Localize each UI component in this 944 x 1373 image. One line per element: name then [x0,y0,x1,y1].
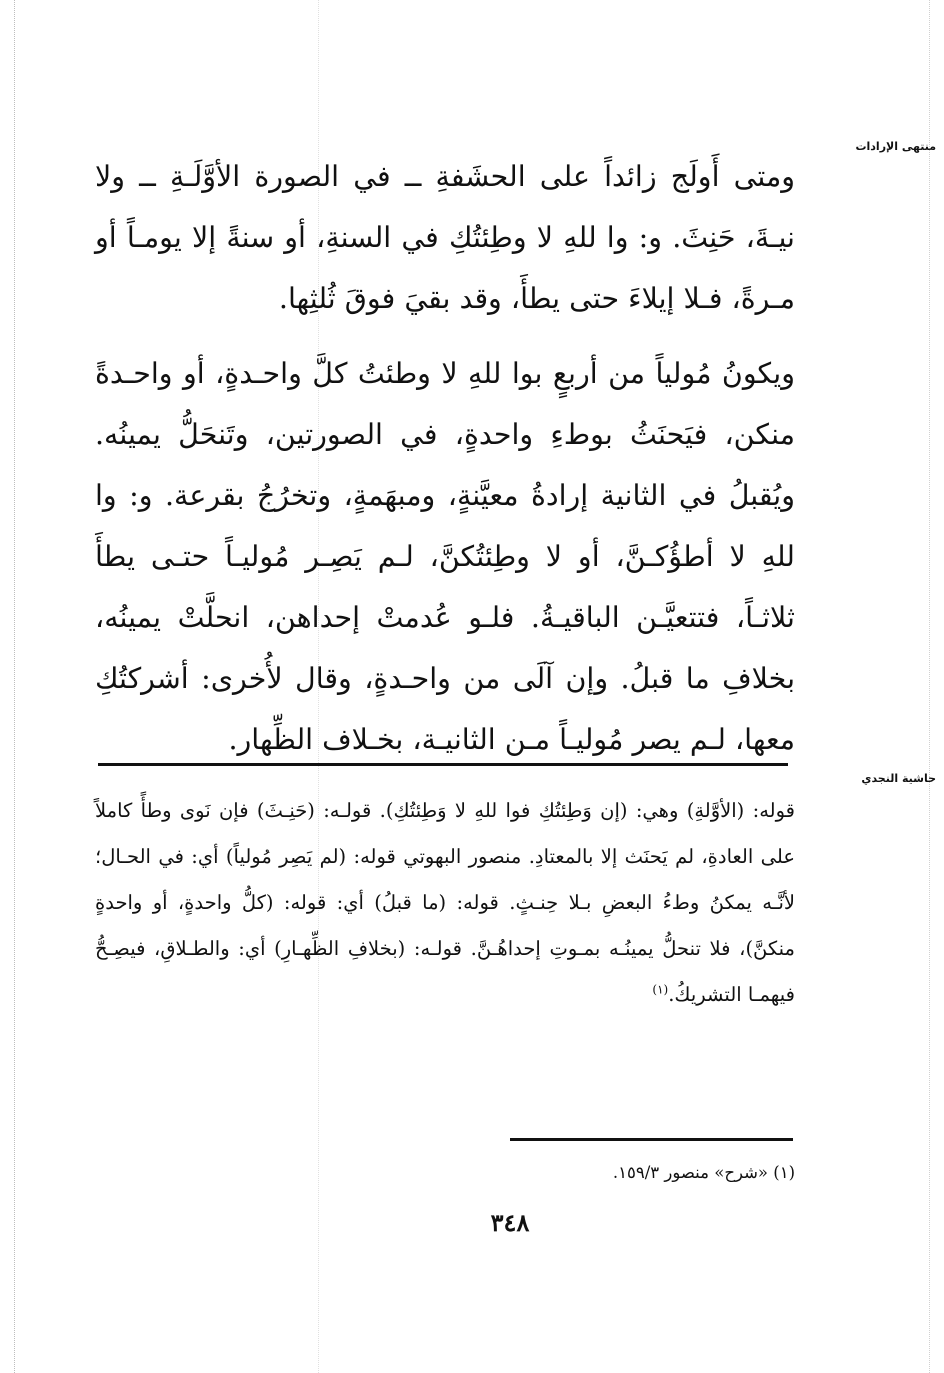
scan-margin-dots [14,0,15,1373]
main-text [95,146,795,770]
main-paragraph-1: ومتى أَولَج زائداً على الحشَفةِ ــ في الصورة الأوَّلَـةِ ــ ولا نيـةَ، حَنِثَ. و: وا للهِ لا وطِئتُكِ في السنةِ، أو سنةً إلا يومـاً أو مـرةً، فـلا إيلاءَ حتى يطأَ، وقد بقيَ فوقَ ثُلثِها. [95,160,795,315]
commentary-text [95,788,795,1018]
commentary-paragraph [95,788,795,1018]
page-number: ٣٤٨ [490,1208,530,1237]
book-title-label: منتهى الإرادات [855,140,936,153]
footnote-rule [510,1138,793,1141]
footnote-reference: (١) [652,982,669,997]
commentary-title-label: حاشية النجدي [861,772,936,785]
scan-margin-dots [929,0,930,1373]
main-paragraph-2: ويكونُ مُولياً من أربعٍ بوا للهِ لا وطئتُ كلَّ واحـدةٍ، أو واحـدةً منكن، فيَحنَثُ بوطءِ واحدةٍ، في الصورتين، وتَنحَلُّ يمينُه. ويُقبلُ في الثانية إرادةُ معيَّنةٍ، ومبهَمةٍ، وتخرُجُ بقرعة. و: وا للهِ لا أطؤُكـنَّ، أو لا وطِئتُكنَّ، لـم يَصِـر مُوليـاً حتـى يطأَ ثلاثـاً، فتتعيَّـن الباقيـةُ. فلـو عُدمتْ إحداهن، انحلَّتْ يمينُه، بخلافِ ما قبلُ. وإن آلَى من واحـدةٍ، وقال لأُخرى: أشركتُكِ معها، لـم يصر مُوليـاً مـن الثانيـة، بخـلاف الظِّهار. [95,357,795,756]
section-separator [98,763,788,766]
commentary-body: قوله: (الأوَّلةِ) وهي: (إن وَطِئتُكِ فوا للهِ لا وَطِئتُكِ). قولـه: (حَنِـثَ) فإن نَوى وطأً كاملاً على العادةِ، لم يَحنَث إلا بالمعتادِ. منصور البهوتي قوله: (لم يَصِر مُولياً) أي: في الحـال؛ لأنَّـه يمكنُ وطءُ البعضِ بـلا حِنـثٍ. قوله: (ما قبلُ) أي: قوله: (كلُّ واحدةٍ، أو واحدةٍ منكنَّ)، فلا تنحلُّ يمينُـه بمـوتِ إحداهُـنَّ. قولـه: (بخلافِ الظِّهـارِ) أي: والطـلاقِ، فيصِـحُّ فيهمـا التشريكُ. [95,799,795,1006]
footnote: (١) «شرح» منصور ١٥٩/٣. [612,1163,795,1182]
